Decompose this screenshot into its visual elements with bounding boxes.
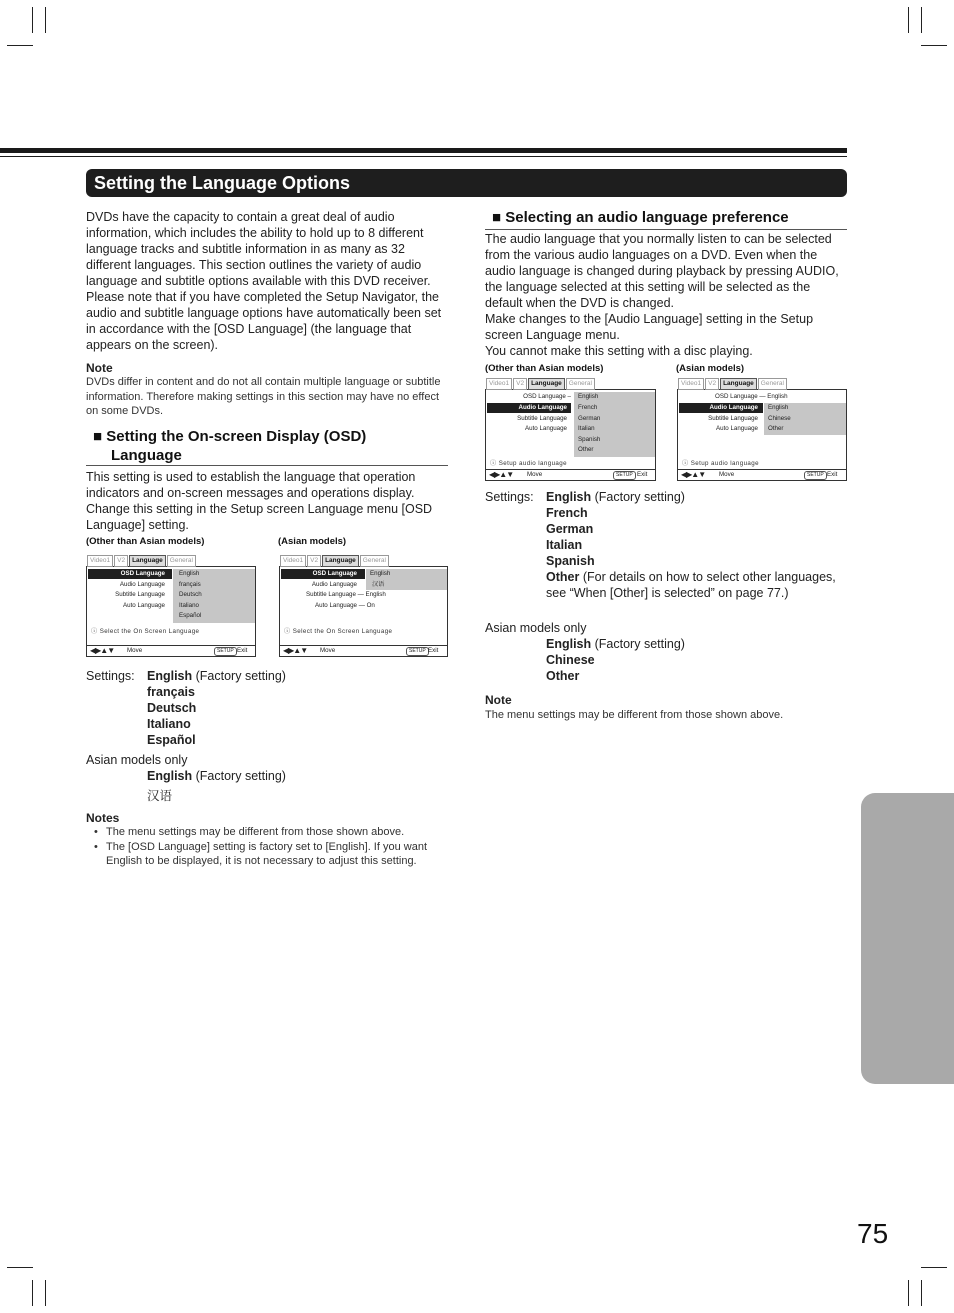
- tab-video1: Video1: [280, 555, 306, 567]
- exit-label: Exit: [637, 471, 648, 478]
- screen-footer: [678, 469, 846, 480]
- option: English: [179, 570, 200, 577]
- tab-video1: Video1: [678, 378, 704, 390]
- audio-screen-asian: [677, 380, 847, 481]
- menu-row: Subtitle Language: [115, 591, 165, 598]
- menu-row: OSD Language –: [523, 393, 571, 400]
- crop-mark: [921, 45, 947, 46]
- tab-language: Language: [720, 378, 757, 390]
- setting-item: English (Factory setting): [546, 637, 685, 651]
- info-icon: ⓘ: [91, 628, 100, 635]
- osd-asian-list: [147, 768, 447, 804]
- note-item: • The menu settings may be different from those shown above.: [106, 825, 430, 840]
- page-title: Setting the Language Options: [86, 169, 847, 197]
- option: Italian: [578, 425, 595, 432]
- option: French: [578, 404, 598, 411]
- setting-item: French: [546, 506, 588, 520]
- info-icon: ⓘ: [490, 460, 499, 467]
- screen-tabs: [678, 378, 787, 389]
- setting-item: Chinese: [546, 653, 595, 667]
- info-text: Setup audio language: [690, 460, 759, 467]
- option: German: [578, 414, 601, 422]
- move-label: Move: [320, 647, 336, 654]
- notes-list: [90, 825, 430, 869]
- osd-screen-other: [86, 557, 256, 657]
- audio-settings-list: [546, 489, 848, 601]
- crop-mark: [7, 45, 33, 46]
- crop-mark: [921, 1280, 922, 1306]
- setting-item: English (Factory setting): [147, 769, 286, 783]
- tab-v2: V2: [705, 378, 719, 390]
- audio-note-text: The menu settings may be different from those shown above.: [485, 709, 784, 721]
- setting-item: English (Factory setting): [147, 669, 286, 683]
- tab-language: Language: [528, 378, 565, 390]
- move-label: Move: [527, 471, 543, 478]
- screen-footer: [486, 469, 655, 480]
- setting-item: Spanish: [546, 554, 595, 568]
- setting-item: Deutsch: [147, 701, 197, 715]
- audio-asian-list: [546, 636, 846, 684]
- info-line: [284, 626, 392, 635]
- audio-section-heading: ■ Selecting an audio language preference: [492, 209, 789, 226]
- screen-tabs: [486, 378, 595, 389]
- info-text: Select the On Screen Language: [99, 628, 200, 635]
- crop-mark: [908, 7, 909, 33]
- tab-v2: V2: [513, 378, 527, 390]
- menu-row: Subtitle Language: [517, 414, 567, 422]
- menu-row: Audio Language: [119, 580, 165, 588]
- osd-caption-other: (Other than Asian models): [86, 536, 205, 547]
- menu-row: Audio Language: [709, 404, 758, 411]
- info-line: [490, 458, 567, 467]
- arrow-keys-icon: ◀▶▲▼: [681, 470, 706, 479]
- setting-item: français: [147, 685, 195, 699]
- setting-item: 汉语: [147, 789, 173, 803]
- setting-item: Español: [147, 733, 196, 747]
- menu-row: Audio Language: [518, 404, 567, 411]
- osd-asian-label: Asian models only: [86, 753, 188, 767]
- info-line: [91, 626, 199, 635]
- info-line: [682, 458, 759, 467]
- option: Deutsch: [179, 591, 202, 598]
- note-text: DVDs differ in content and do not all contain multiple language or subtitle information. Therefore making settings in this section may have no effect on some DVDs.: [86, 376, 441, 417]
- setting-item: English (Factory setting): [546, 490, 685, 504]
- screen-tabs: [87, 555, 196, 566]
- setup-button-icon: SETUP: [214, 647, 237, 656]
- osd-heading-rule: [86, 465, 448, 466]
- tab-video1: Video1: [486, 378, 512, 390]
- menu-row: OSD Language: [312, 570, 357, 577]
- option: English: [768, 404, 789, 411]
- screen-tabs: [280, 555, 389, 566]
- info-text: Setup audio language: [498, 460, 567, 467]
- tab-v2: V2: [114, 555, 128, 567]
- option: Chinese: [768, 414, 791, 422]
- crop-mark: [921, 7, 922, 33]
- crop-mark: [32, 1280, 33, 1306]
- osd-caption-asian: (Asian models): [278, 536, 347, 547]
- notes-heading: Notes: [86, 811, 120, 825]
- menu-row: Auto Language: [716, 425, 758, 432]
- menu-row: Auto Language — On: [315, 601, 375, 609]
- menu-row: Audio Language: [311, 580, 357, 588]
- info-text: Select the On Screen Language: [292, 628, 393, 635]
- option: Spanish: [578, 435, 601, 443]
- audio-body-p3: You cannot make this setting with a disc playing.: [485, 344, 753, 358]
- menu-row: Auto Language: [525, 425, 567, 432]
- menu-row: OSD Language — English: [715, 393, 788, 400]
- option: English: [578, 393, 599, 400]
- audio-heading-rule: [485, 229, 847, 230]
- osd-heading-line1: ■ Setting the On-screen Display (OSD): [93, 428, 367, 445]
- option: Other: [768, 425, 784, 432]
- exit-label: Exit: [237, 647, 248, 654]
- menu-row: Auto Language: [123, 601, 165, 609]
- tab-general: General: [758, 378, 787, 390]
- setup-button-icon: SETUP: [613, 471, 636, 480]
- audio-asian-label: Asian models only: [485, 621, 587, 635]
- setting-item: Other (For details on how to select other languages, see “When [Other] is selected” on page 77.): [546, 570, 836, 600]
- crop-mark: [32, 7, 33, 33]
- exit-label: Exit: [827, 471, 838, 478]
- osd-body: This setting is used to establish the language that operation indicators and on-screen messages and operations display. Change this setting in the Setup screen Language menu [OSD Language] setting.: [86, 470, 433, 532]
- audio-caption-asian: (Asian models): [676, 363, 745, 374]
- setting-item: Other: [546, 669, 580, 683]
- audio-caption-other: (Other than Asian models): [485, 363, 604, 374]
- tab-general: General: [566, 378, 595, 390]
- crop-mark: [7, 1267, 33, 1268]
- note-heading: Note: [86, 361, 113, 375]
- crop-mark: [921, 1267, 947, 1268]
- osd-heading-line2: Language: [111, 447, 182, 464]
- menu-row: Subtitle Language — English: [306, 591, 386, 598]
- tab-v2: V2: [307, 555, 321, 567]
- arrow-keys-icon: ◀▶▲▼: [489, 470, 514, 479]
- option: Español: [179, 612, 202, 619]
- osd-section-heading: [93, 427, 453, 465]
- exit-label: Exit: [428, 647, 439, 654]
- audio-note-heading: Note: [485, 693, 512, 707]
- setting-item: German: [546, 522, 594, 536]
- move-label: Move: [127, 647, 143, 654]
- osd-settings-label: Settings:: [86, 669, 135, 683]
- menu-row: Subtitle Language: [708, 414, 758, 422]
- setup-button-icon: SETUP: [804, 471, 827, 480]
- screen-footer: [280, 645, 447, 656]
- tab-general: General: [360, 555, 389, 567]
- setting-item: Italiano: [147, 717, 191, 731]
- tab-language: Language: [129, 555, 166, 567]
- tab-general: General: [167, 555, 196, 567]
- crop-mark: [45, 1280, 46, 1306]
- osd-settings-list: [147, 668, 447, 748]
- option: français: [179, 580, 201, 588]
- audio-settings-label: Settings:: [485, 490, 534, 504]
- header-rule-thick: [0, 148, 847, 153]
- info-icon: ⓘ: [284, 628, 293, 635]
- arrow-keys-icon: ◀▶▲▼: [283, 646, 308, 655]
- header-rule-thin: [0, 156, 847, 157]
- move-label: Move: [719, 471, 735, 478]
- crop-mark: [908, 1280, 909, 1306]
- setting-item: Italian: [546, 538, 583, 552]
- option: Italiano: [179, 601, 199, 609]
- tab-language: Language: [322, 555, 359, 567]
- page-number: 75: [857, 1218, 889, 1249]
- option: 汉语: [372, 580, 385, 588]
- chapter-tab: [861, 793, 954, 1084]
- audio-body-p1: The audio language that you normally listen to can be selected from the various audio languages on a DVD. Even when the audio language is changed during playback by pressing AUDIO, the language selected at this setting will be selected as the default when the DVD is changed.: [485, 232, 839, 310]
- audio-body-p2: Make changes to the [Audio Language] setting in the Setup screen Language menu.: [485, 312, 814, 342]
- option: Other: [578, 446, 594, 453]
- arrow-keys-icon: ◀▶▲▼: [90, 646, 115, 655]
- option: English: [370, 570, 391, 577]
- audio-screen-other: [485, 380, 656, 481]
- osd-screen-asian: [279, 557, 448, 657]
- menu-row: OSD Language: [120, 570, 165, 577]
- info-icon: ⓘ: [682, 460, 691, 467]
- tab-video1: Video1: [87, 555, 113, 567]
- crop-mark: [45, 7, 46, 33]
- screen-footer: [87, 645, 255, 656]
- intro-paragraph: DVDs have the capacity to contain a great deal of audio information, which includes the ability to hold up to 8 different language tracks and subtitle information in as many as 32 different languages. This section outlines the variety of audio language and subtitle options available with this DVD receiver. Please note that if you have completed the Setup Navigator, the audio and subtitle language options have automatically been set in accordance with the [OSD Language] (the language that appears on the screen).: [86, 210, 442, 352]
- setup-button-icon: SETUP: [406, 647, 429, 656]
- note-item: • The [OSD Language] setting is factory set to [English]. If you want English to be displayed, it is not necessary to adjust this setting.: [106, 840, 430, 869]
- audio-body: [485, 231, 845, 359]
